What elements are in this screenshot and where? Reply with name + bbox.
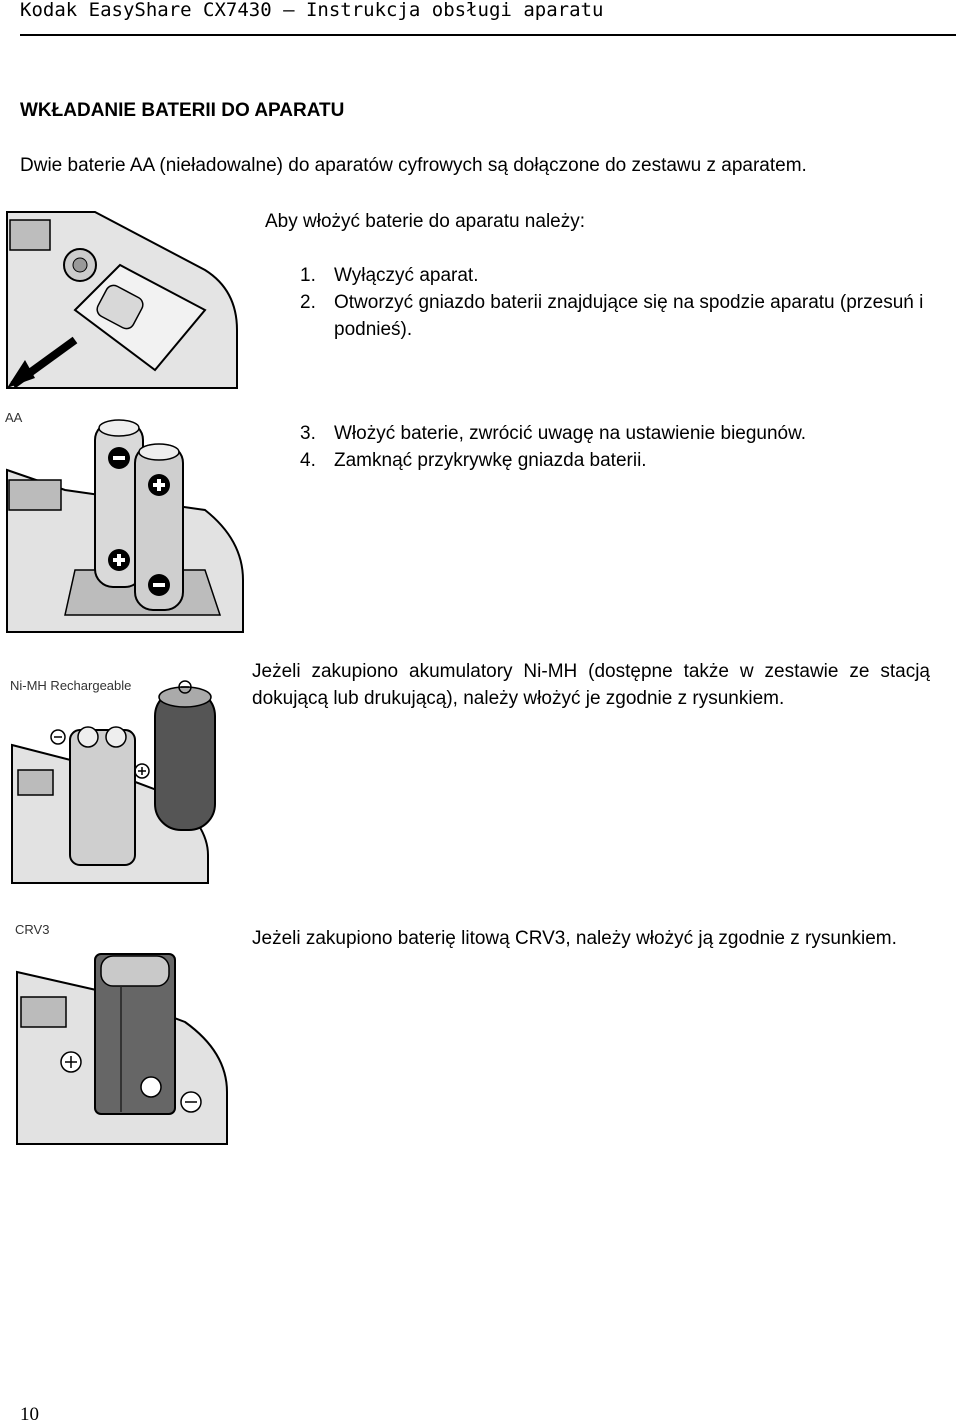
- crv3-paragraph: Jeżeli zakupiono baterię litową CRV3, należy włożyć ją zgodnie z rysunkiem.: [252, 928, 897, 949]
- step-text: Wyłączyć aparat.: [334, 265, 479, 286]
- aa-batteries-illustration: [5, 410, 245, 635]
- nimh-paragraph: Jeżeli zakupiono akumulatory Ni-MH (dostępne także w zestawie ze stacją dokującą lub drukującą), należy włożyć je zgodnie z rysunkiem.: [252, 661, 930, 709]
- steps-list-a: [300, 262, 940, 343]
- step-item: [300, 447, 940, 474]
- crv3-label: CRV3: [15, 922, 50, 937]
- step-item: [300, 262, 940, 289]
- steps-intro: Aby włożyć baterie do aparatu należy:: [265, 211, 586, 232]
- page-number: 10: [20, 1404, 39, 1425]
- step-item: [300, 289, 940, 343]
- step-number: 1.: [300, 265, 316, 286]
- step-text: Zamknąć przykrywkę gniazda baterii.: [334, 450, 647, 471]
- steps-list-b: [300, 420, 940, 474]
- header-title: Kodak EasyShare CX7430 – Instrukcja obsługi aparatu: [20, 0, 604, 21]
- nimh-battery-illustration: [10, 675, 225, 885]
- nimh-label: Ni-MH Rechargeable: [10, 678, 132, 693]
- intro-paragraph: Dwie baterie AA (nieładowalne) do aparatów cyfrowych są dołączone do zestawu z aparatem.: [20, 155, 807, 176]
- battery-cover-open-illustration: [5, 210, 240, 390]
- step-text: Włożyć baterie, zwrócić uwagę na ustawienie biegunów.: [334, 423, 807, 444]
- step-number: 3.: [300, 423, 316, 444]
- step-text: Otworzyć gniazdo baterii znajdujące się na spodzie aparatu (przesuń i podnieś).: [334, 292, 924, 340]
- page-header: [20, 0, 956, 36]
- aa-label: AA: [5, 410, 23, 425]
- crv3-battery-illustration: [15, 922, 230, 1147]
- step-number: 2.: [300, 292, 316, 313]
- step-item: [300, 420, 940, 447]
- section-heading: WKŁADANIE BATERII DO APARATU: [20, 100, 345, 121]
- step-number: 4.: [300, 450, 316, 471]
